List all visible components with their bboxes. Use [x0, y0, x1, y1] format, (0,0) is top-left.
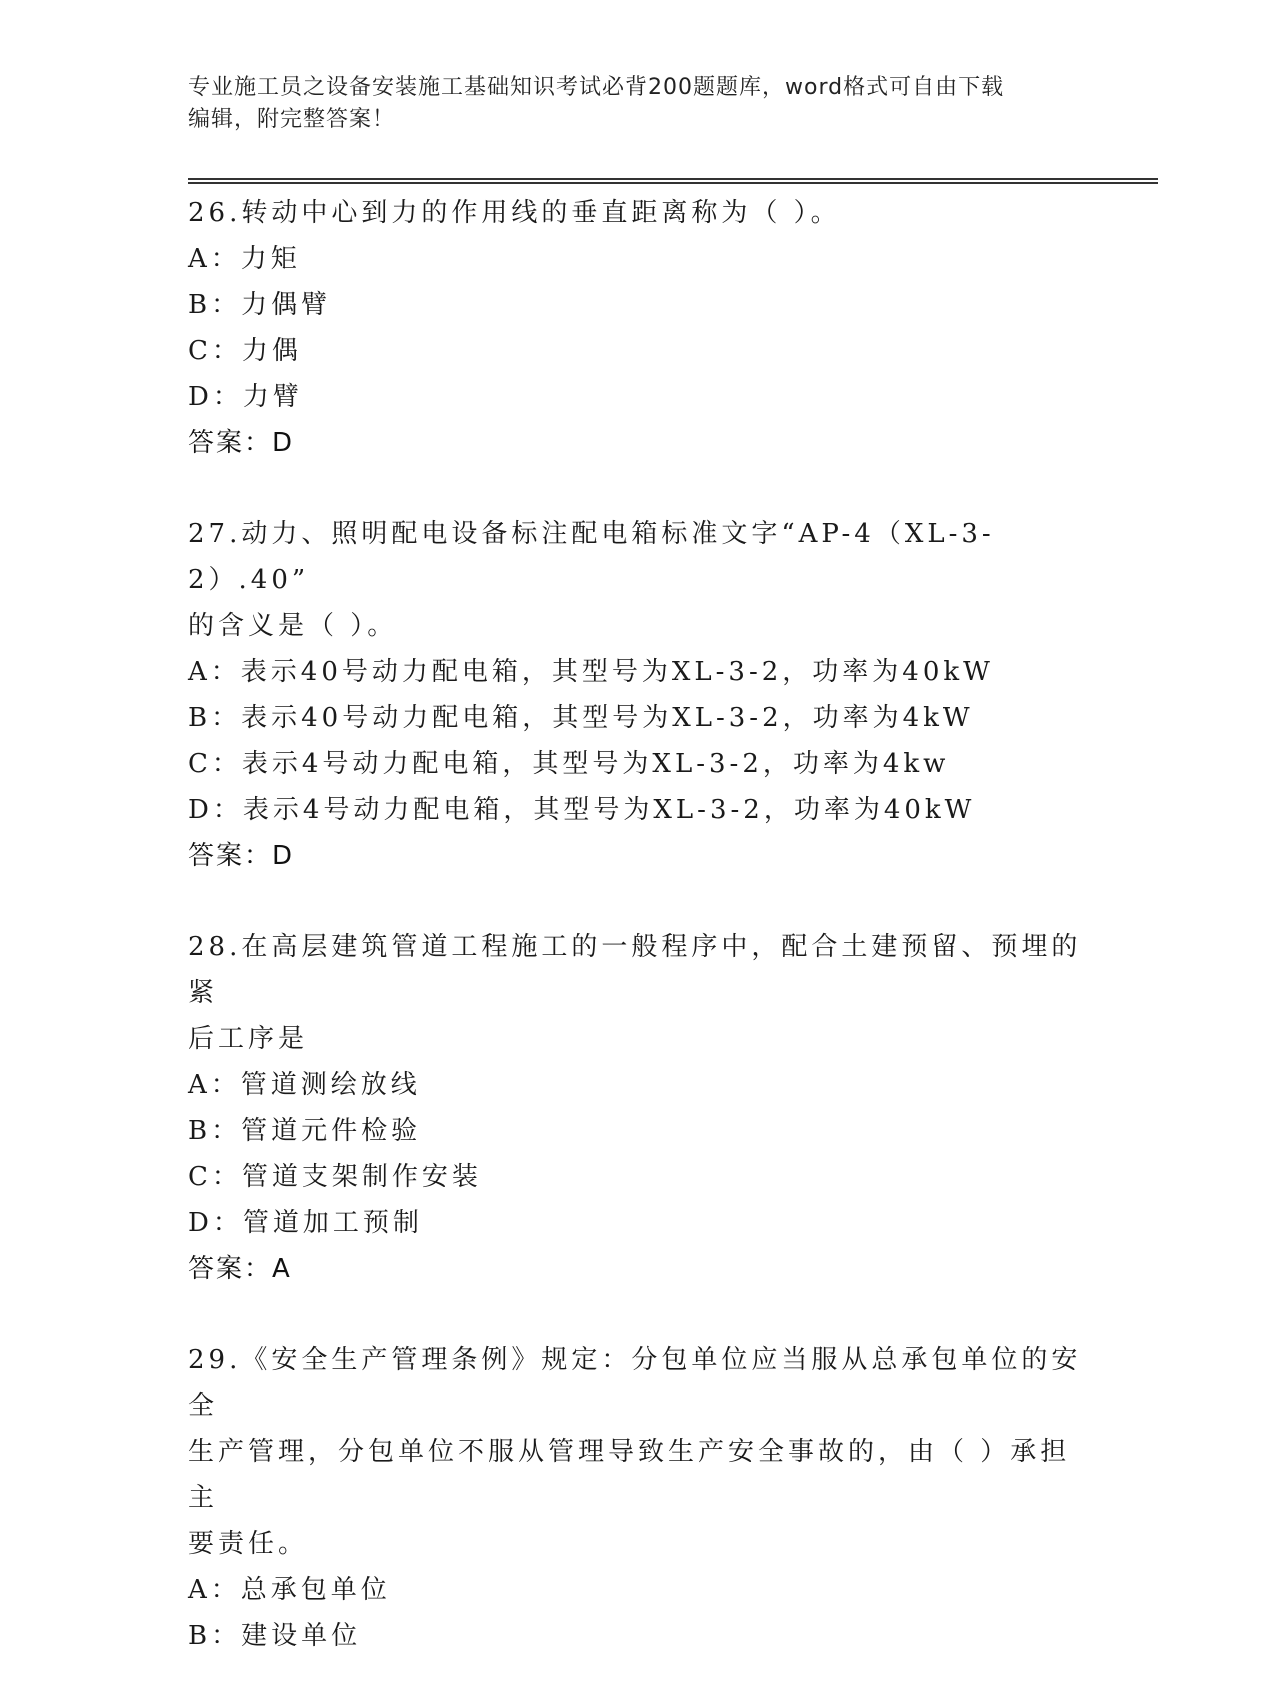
question-stem [188, 924, 1088, 1062]
question-28 [188, 924, 1088, 1292]
question-list [188, 190, 1088, 1704]
stem-line: 28.在高层建筑管道工程施工的一般程序中，配合土建预留、预埋的紧 [188, 932, 1082, 1008]
option-b: B：管道元件检验 [188, 1116, 422, 1146]
question-29 [188, 1337, 1088, 1659]
answer-label: 答案：D [188, 428, 295, 458]
option-a: A：管道测绘放线 [188, 1070, 421, 1100]
stem-line: 要责任。 [188, 1529, 309, 1559]
question-stem [188, 190, 1088, 236]
stem-line: 生产管理，分包单位不服从管理导致生产安全事故的，由（ ）承担主 [188, 1437, 1071, 1513]
option-d: D：表示4号动力配电箱，其型号为XL-3-2，功率为40kW [188, 795, 976, 825]
stem-line: 26.转动中心到力的作用线的垂直距离称为（ ）。 [188, 198, 841, 228]
option-c: C：表示4号动力配电箱，其型号为XL-3-2，功率为4kw [188, 749, 950, 779]
stem-line: 27.动力、照明配电设备标注配电箱标准文字“AP-4（XL-3-2）.40” [188, 519, 995, 595]
stem-line: 的含义是（ ）。 [188, 611, 398, 641]
answer-label: 答案：A [188, 1254, 292, 1284]
header-title-line-1: 专业施工员之设备安装施工基础知识考试必背200题题库，word格式可自由下载 [188, 75, 1005, 100]
stem-line: 29.《安全生产管理条例》规定：分包单位应当服从总承包单位的安全 [188, 1345, 1082, 1421]
option-c: C：力偶 [188, 336, 302, 366]
option-a: A：表示40号动力配电箱，其型号为XL-3-2，功率为40kW [188, 657, 994, 687]
question-stem [188, 511, 1088, 649]
option-c: C：管道支架制作安装 [188, 1162, 482, 1192]
option-b: B：力偶臂 [188, 290, 332, 320]
option-a: A：总承包单位 [188, 1575, 391, 1605]
answer-label: 答案：D [188, 841, 295, 871]
question-26 [188, 190, 1088, 466]
option-a: A：力矩 [188, 244, 301, 274]
option-b: B：建设单位 [188, 1621, 362, 1651]
option-b: B：表示40号动力配电箱，其型号为XL-3-2，功率为4kW [188, 703, 974, 733]
option-d: D：管道加工预制 [188, 1208, 423, 1238]
header-title-line-2: 编辑，附完整答案！ [188, 107, 396, 132]
question-stem [188, 1337, 1088, 1567]
question-27 [188, 511, 1088, 879]
header-divider [188, 178, 1158, 184]
document-header [188, 72, 1088, 136]
option-d: D：力臂 [188, 382, 303, 412]
stem-line: 后工序是 [188, 1024, 309, 1054]
